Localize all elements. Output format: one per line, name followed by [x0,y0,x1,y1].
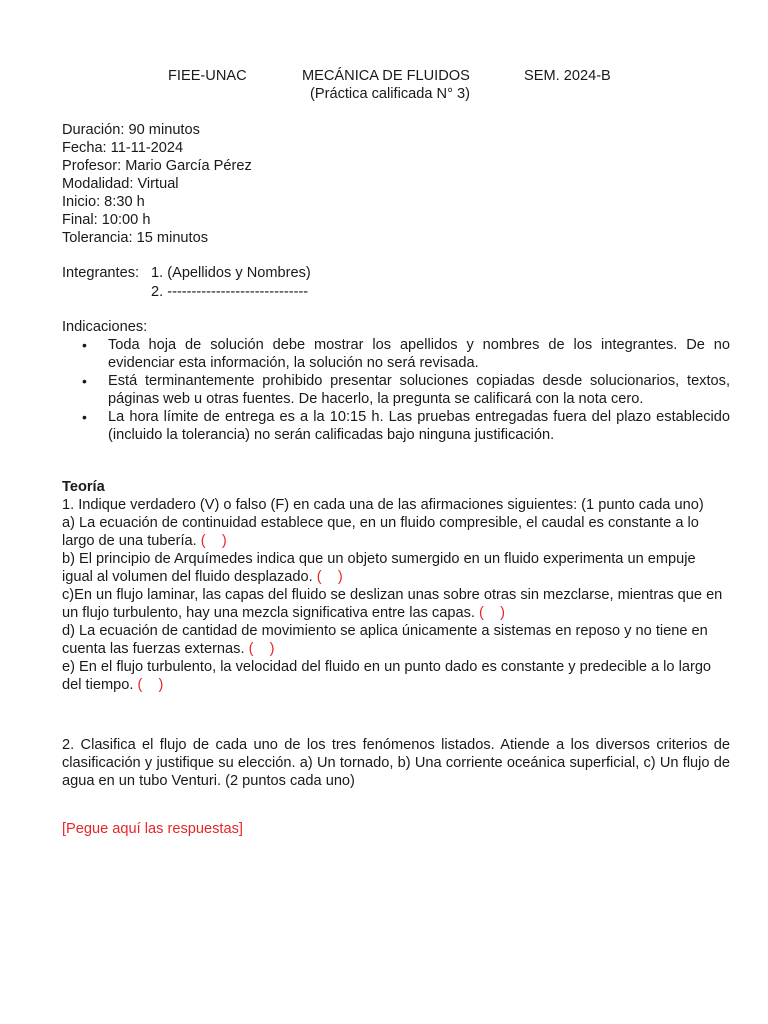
answer-blank[interactable]: ( ) [478,605,505,621]
exam-subtitle: (Práctica calificada N° 3) [310,86,470,102]
member-1-line: 1. (Apellidos y Nombres) [151,265,311,281]
tolerance: Tolerancia: 15 minutos [62,230,209,246]
date: Fecha: 11-11-2024 [62,140,184,156]
course-title: MECÁNICA DE FLUIDOS [302,68,470,84]
statement-c: c)En un flujo laminar, las capas del fluido se deslizan unas sobre otras sin mezclarse, mientras que en un flujo turbulento, hay una mezcla significativa entre las capas. ( ) [62,587,723,621]
start-time: Inicio: 8:30 h [62,194,145,210]
faculty-name: FIEE-UNAC [168,68,247,84]
instructions-list [62,336,730,444]
instructions-title: Indicaciones: [62,319,148,335]
answer-blank[interactable]: ( ) [248,641,275,657]
document-header [0,68,768,108]
answer-blank[interactable]: ( ) [316,569,343,585]
question-1: 1. Indique verdadero (V) o falso (F) en cada una de las afirmaciones siguientes: (1 punto cada uno) [62,497,704,513]
bullet-icon: • [82,373,87,389]
members-section [62,264,730,302]
answer-blank[interactable]: ( ) [200,533,227,549]
statement-a: a) La ecuación de continuidad establece que, en un fluido compresible, el caudal es constante a lo largo de una tubería. ( ) [62,515,699,549]
statement-d: d) La ecuación de cantidad de movimiento se aplica únicamente a sistemas en reposo y no tiene en cuenta las fuerzas externas. ( ) [62,623,708,657]
end-time: Final: 10:00 h [62,212,151,228]
duration: Duración: 90 minutos [62,122,200,138]
question-2: 2. Clasifica el flujo de cada uno de los tres fenómenos listados. Atiende a los diversos criterios de clasificación y justifique su elección. a) Un tornado, b) Una corriente oceánica superficial, c) Un flujo de agua en un tubo Venturi. (2 puntos cada uno) [62,737,730,789]
theory-title: Teoría [62,479,105,495]
answer-blank[interactable]: ( ) [137,677,164,693]
modality: Modalidad: Virtual [62,176,179,192]
statement-b: b) El principio de Arquímedes indica que un objeto sumergido en un fluido experimenta un empuje igual al volumen del fluido desplazado. ( ) [62,551,696,585]
bullet-icon: • [82,337,87,353]
instruction-item: • Está terminantemente prohibido presentar soluciones copiadas desde solucionarios, textos, páginas web u otras fuentes. De hacerlo, la pregunta se calificará con la nota cero. [82,373,730,407]
statement-e: e) En el flujo turbulento, la velocidad del fluido en un punto dado es constante y predecible a lo largo del tiempo. ( ) [62,659,712,693]
bullet-icon: • [82,409,87,425]
semester: SEM. 2024-B [524,68,611,84]
members-label: Integrantes: [62,265,140,281]
theory-section [62,478,730,694]
professor: Profesor: Mario García Pérez [62,158,252,174]
instruction-item: • Toda hoja de solución debe mostrar los apellidos y nombres de los integrantes. De no evidenciar esta información, la solución no será revisada. [82,337,730,371]
member-2-line: 2. ----------------------------- [151,284,309,300]
instruction-item: • La hora límite de entrega es a la 10:15 h. Las pruebas entregadas fuera del plazo establecido (incluido la tolerancia) no serán calificadas bajo ninguna justificación. [82,409,730,443]
instructions-section [62,318,730,444]
exam-info [62,121,730,247]
paste-answers-placeholder[interactable]: [Pegue aquí las respuestas] [62,821,243,837]
